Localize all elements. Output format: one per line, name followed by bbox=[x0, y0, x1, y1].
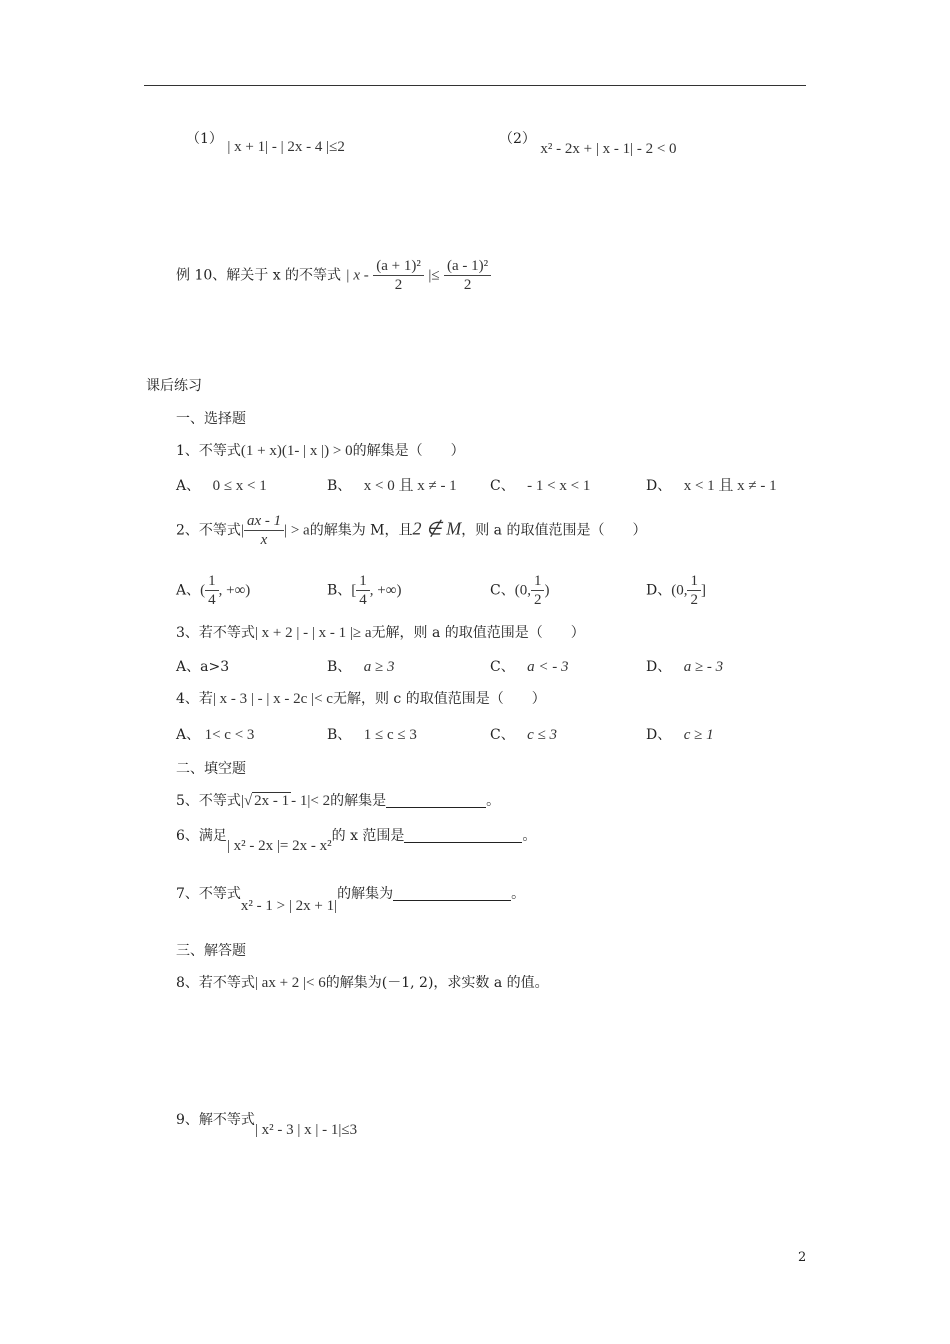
question-5-suffix: 的解集是 bbox=[330, 793, 387, 809]
example-10 bbox=[176, 257, 491, 294]
fraction-numerator: ax - 1 bbox=[244, 512, 284, 531]
option-label: A、 bbox=[176, 478, 201, 494]
option-label: B、 bbox=[327, 478, 352, 494]
example-10-expr-left: | x - bbox=[345, 267, 369, 284]
option-fraction bbox=[356, 572, 370, 609]
question-8-text: 8、若不等式 bbox=[176, 975, 255, 991]
question-3-suffix: 无解，则 a 的取值范围是（ ） bbox=[371, 625, 585, 641]
part-1-title: 一、选择题 bbox=[176, 411, 246, 427]
question-7-suffix: 的解集为 bbox=[337, 886, 394, 902]
fraction-denominator: 4 bbox=[208, 592, 216, 608]
option-label: A、 bbox=[176, 727, 201, 743]
fraction-numerator: 1 bbox=[356, 572, 370, 591]
part-2-title: 二、填空题 bbox=[176, 761, 246, 777]
question-2-mid: 的解集为 M，且 bbox=[309, 522, 413, 539]
question-5-text: 5、不等式 bbox=[176, 793, 241, 809]
fraction-denominator: 2 bbox=[533, 592, 542, 608]
question-3-option-c bbox=[490, 657, 569, 677]
fraction-2-denominator: 2 bbox=[463, 277, 472, 293]
answer-blank[interactable] bbox=[386, 793, 486, 808]
option-open: [ bbox=[351, 582, 357, 599]
option-value: c ≤ 3 bbox=[527, 727, 558, 743]
question-5-expression: - 1|< 2 bbox=[291, 793, 331, 809]
question-2-option-a bbox=[176, 572, 250, 609]
sentence-end: 。 bbox=[486, 793, 501, 809]
question-1-option-d bbox=[646, 476, 777, 496]
sentence-end: 。 bbox=[522, 828, 537, 844]
problem-2-expression: x² - 2x + | x - 1| - 2 < 0 bbox=[540, 141, 677, 157]
option-label: B、 bbox=[327, 659, 352, 675]
problem-1 bbox=[186, 129, 345, 157]
question-8 bbox=[176, 973, 549, 993]
option-rest: , +∞) bbox=[369, 582, 402, 599]
question-1 bbox=[176, 441, 465, 461]
option-label: A、 bbox=[176, 659, 201, 675]
example-10-relation: |≤ bbox=[428, 267, 440, 284]
option-label: A、 bbox=[176, 582, 201, 599]
problem-2-label: （2） bbox=[499, 131, 536, 147]
problem-1-label: （1） bbox=[186, 131, 223, 147]
fraction-numerator: 1 bbox=[531, 572, 545, 591]
option-open: ( bbox=[200, 582, 206, 599]
section-title: 课后练习 bbox=[146, 378, 202, 394]
question-2 bbox=[176, 512, 646, 549]
question-4-option-a bbox=[176, 725, 254, 745]
question-5 bbox=[176, 791, 500, 811]
question-1-text: 1、不等式 bbox=[176, 443, 241, 459]
page-number: 2 bbox=[798, 1250, 807, 1265]
sqrt-sign-icon: √ bbox=[243, 793, 253, 809]
radicand: 2x - 1 bbox=[254, 793, 290, 809]
option-value: 1 ≤ c ≤ 3 bbox=[363, 727, 417, 743]
fraction-denominator: 4 bbox=[359, 592, 367, 608]
question-4 bbox=[176, 689, 546, 709]
question-2-fraction bbox=[244, 512, 284, 549]
option-label: B、 bbox=[327, 727, 352, 743]
question-2-suffix: ，则 a 的取值范围是（ ） bbox=[461, 522, 647, 539]
fraction-denominator: 2 bbox=[690, 592, 698, 608]
option-value: a ≥ 3 bbox=[363, 659, 395, 675]
question-7-expression: x² - 1 > | 2x + 1| bbox=[240, 898, 338, 914]
sentence-end: 。 bbox=[511, 886, 526, 902]
abs-open: | bbox=[240, 522, 244, 539]
fraction-1-numerator: (a + 1)² bbox=[373, 257, 424, 276]
question-3-option-a bbox=[176, 657, 229, 677]
option-fraction bbox=[687, 572, 701, 609]
question-1-option-b bbox=[327, 476, 457, 496]
question-9-expression: | x² - 3 | x | - 1|≤3 bbox=[254, 1122, 358, 1138]
question-1-option-a bbox=[176, 476, 267, 496]
option-label: C、 bbox=[490, 582, 515, 599]
question-3-option-b bbox=[327, 657, 394, 677]
question-4-option-c bbox=[490, 725, 557, 745]
question-3-expression: | x + 2 | - | x - 1 |≥ a bbox=[254, 625, 372, 641]
question-2-option-b bbox=[327, 572, 401, 609]
question-8-expression: | ax + 2 |< 6 bbox=[254, 975, 326, 991]
example-10-fraction-2 bbox=[444, 257, 491, 294]
problem-2 bbox=[499, 129, 677, 159]
option-fraction bbox=[531, 572, 545, 609]
option-label: D、 bbox=[646, 478, 672, 494]
question-4-suffix: 无解，则 c 的取值范围是（ ） bbox=[332, 691, 546, 707]
question-6 bbox=[176, 826, 536, 856]
question-3-text: 3、若不等式 bbox=[176, 625, 255, 641]
option-value: c ≥ 1 bbox=[683, 727, 714, 743]
option-value: a < - 3 bbox=[527, 659, 569, 675]
option-value: x < 1 且 x ≠ - 1 bbox=[683, 478, 777, 494]
question-1-expression: (1 + x)(1- | x |) > 0 bbox=[240, 443, 353, 459]
abs-open: | bbox=[240, 793, 244, 809]
question-6-expression: | x² - 2x |= 2x - x² bbox=[226, 838, 332, 854]
fraction-numerator: 1 bbox=[205, 572, 219, 591]
option-value: 1< c < 3 bbox=[204, 727, 255, 743]
option-label: C、 bbox=[490, 727, 515, 743]
option-label: D、 bbox=[646, 727, 672, 743]
abs-close: | > a bbox=[284, 522, 310, 539]
part-3-title: 三、解答题 bbox=[176, 943, 246, 959]
option-label: D、 bbox=[646, 659, 672, 675]
option-label: C、 bbox=[490, 478, 515, 494]
fraction-denominator: x bbox=[260, 532, 268, 548]
question-1-suffix: 的解集是（ ） bbox=[352, 443, 465, 459]
question-6-suffix: 的 x 范围是 bbox=[331, 828, 405, 844]
option-rest: , +∞) bbox=[218, 582, 251, 599]
option-value: x < 0 且 x ≠ - 1 bbox=[363, 478, 457, 494]
example-10-fraction-1 bbox=[373, 257, 424, 294]
option-label: D、 bbox=[646, 582, 672, 599]
option-rest: ] bbox=[700, 582, 706, 599]
fraction-1-denominator: 2 bbox=[394, 277, 403, 293]
question-4-option-b bbox=[327, 725, 417, 745]
question-2-text: 2、不等式 bbox=[176, 522, 241, 539]
option-open: (0, bbox=[514, 582, 531, 599]
answer-blank[interactable] bbox=[404, 828, 522, 843]
option-rest: ) bbox=[544, 582, 550, 599]
answer-blank[interactable] bbox=[393, 886, 511, 901]
fraction-numerator: 1 bbox=[687, 572, 701, 591]
question-4-option-d bbox=[646, 725, 714, 745]
header-rule bbox=[144, 85, 806, 86]
option-value: a ≥ - 3 bbox=[683, 659, 724, 675]
question-7 bbox=[176, 884, 525, 916]
question-2-option-d bbox=[646, 572, 706, 609]
option-value: 0 ≤ x < 1 bbox=[212, 478, 267, 494]
question-2-option-c bbox=[490, 572, 549, 609]
option-open: (0, bbox=[671, 582, 688, 599]
question-2-condition: 2 ∉ M bbox=[412, 518, 462, 539]
option-value: a>3 bbox=[200, 659, 230, 675]
question-1-option-c bbox=[490, 476, 590, 496]
question-9-text: 9、解不等式 bbox=[176, 1112, 255, 1128]
example-10-text: 例 10、解关于 x 的不等式 bbox=[176, 267, 342, 284]
option-fraction bbox=[205, 572, 219, 609]
question-6-text: 6、满足 bbox=[176, 828, 227, 844]
question-4-expression: | x - 3 | - | x - 2c |< c bbox=[212, 691, 333, 707]
problem-1-expression: | x + 1| - | 2x - 4 |≤2 bbox=[227, 139, 345, 155]
option-label: C、 bbox=[490, 659, 515, 675]
question-9 bbox=[176, 1110, 357, 1140]
option-value: - 1 < x < 1 bbox=[527, 478, 591, 494]
question-4-text: 4、若 bbox=[176, 691, 213, 707]
fraction-2-numerator: (a - 1)² bbox=[444, 257, 491, 276]
question-8-suffix: 的解集为(－1, 2)，求实数 a 的值。 bbox=[325, 975, 549, 991]
question-7-text: 7、不等式 bbox=[176, 886, 241, 902]
question-3-option-d bbox=[646, 657, 723, 677]
question-3 bbox=[176, 623, 585, 643]
option-label: B、 bbox=[327, 582, 352, 599]
